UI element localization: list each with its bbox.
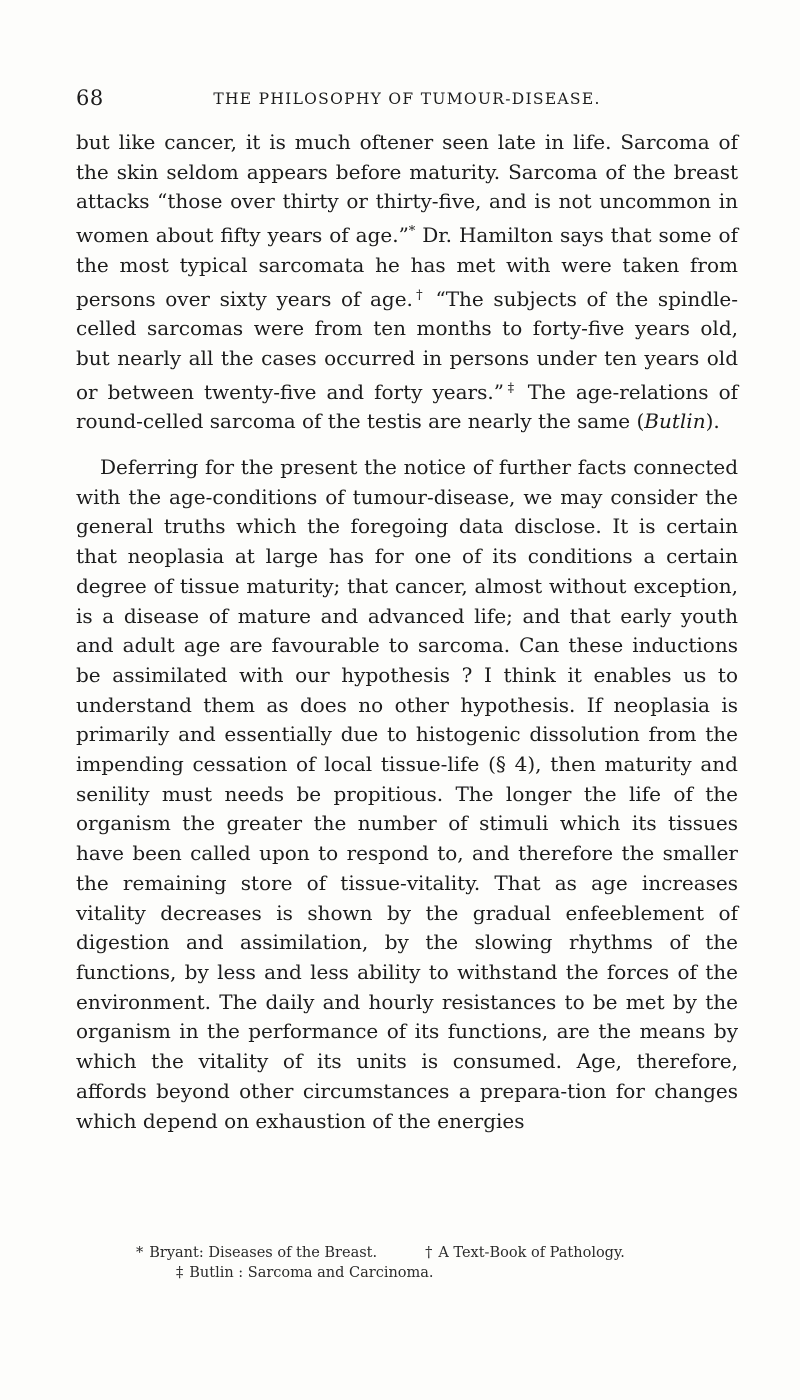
paragraph-1-part-4: The age-relations of round-celled sarcoma of the testis are nearly the same ( bbox=[76, 379, 739, 434]
footnote-3-mark: ‡ bbox=[176, 1265, 184, 1281]
paragraph-1-part-2: Dr. Hamilton says that some of the most typical sarcomata he has met with were taken from persons over sixty years of age. bbox=[76, 223, 738, 311]
paragraph-1 bbox=[76, 128, 738, 437]
paragraph-2: Deferring for the present the notice of further facts connected with the age-conditions of tumour-disease, we may consider the general truths which the foregoing data disclose. It is certain that neoplasia at large has for one of its conditions a certain degree of tissue maturity; that cancer, almost without exception, is a disease of mature and advanced life; and that early youth and adult age are favourable to sarcoma. Can these inductions be assimilated with our hypothesis ? I think it enables us to understand them as does no other hypothesis. If neoplasia is primarily and essentially due to histogenic dissolution from the impending cessation of local tissue-life (§ 4), then maturity and senility must needs be propitious. The longer the life of the organism the greater the number of stimuli which its tissues have been called upon to respond to, and therefore the smaller the remaining store of tissue-vitality. That as age increases vitality decreases is shown by the gradual enfeeblement of digestion and assimilation, by the slowing rhythms of the functions, by less and less ability to withstand the forces of the environment. The daily and hourly resistances to be met by the organism in the performance of its functions, are the means by which the vitality of its units is consumed. Age, therefore, affords beyond other circumstances a prepara-tion for changes which depend on exhaustion of the energies bbox=[76, 455, 738, 1133]
footnote-2-mark: † bbox=[425, 1245, 433, 1261]
footnotes bbox=[76, 1243, 738, 1283]
footnote-3-text: Butlin : Sarcoma and Carcinoma. bbox=[189, 1265, 434, 1281]
page-header bbox=[76, 86, 738, 116]
book-page bbox=[76, 0, 738, 1400]
footnote-1-mark: * bbox=[136, 1245, 144, 1261]
paragraph-1-part-5: ). bbox=[705, 409, 720, 434]
paragraph-1-citation: Butlin bbox=[644, 409, 706, 434]
paragraph-1-part-3: “The subjects of the spindle-celled sarcomas were from ten months to forty-five years old, but nearly all the cases occurred in persons under ten years old or between twenty-five and forty years.” bbox=[76, 286, 738, 404]
footnote-1-text: Bryant: Diseases of the Breast. bbox=[149, 1245, 378, 1261]
footnote-2-text: A Text-Book of Pathology. bbox=[438, 1245, 625, 1261]
paragraph-1-part-1: but like cancer, it is much oftener seen late in life. Sarcoma of the skin seldom appears before maturity. Sarcoma of the breast attacks “those over thirty or thirty-five, and is not uncommon in women about fifty years of age.” bbox=[76, 130, 738, 248]
footnote-ref-2: † bbox=[412, 287, 426, 303]
running-head: THE PHILOSOPHY OF TUMOUR-DISEASE. bbox=[213, 90, 601, 108]
footnote-row-1 bbox=[76, 1243, 738, 1263]
footnote-2 bbox=[425, 1243, 625, 1263]
body-text bbox=[76, 128, 738, 1136]
footnote-ref-1: * bbox=[408, 224, 416, 240]
page-number: 68 bbox=[76, 86, 104, 110]
footnote-1 bbox=[136, 1243, 377, 1263]
footnote-ref-3: ‡ bbox=[503, 380, 518, 396]
footnote-row-2 bbox=[76, 1263, 738, 1283]
